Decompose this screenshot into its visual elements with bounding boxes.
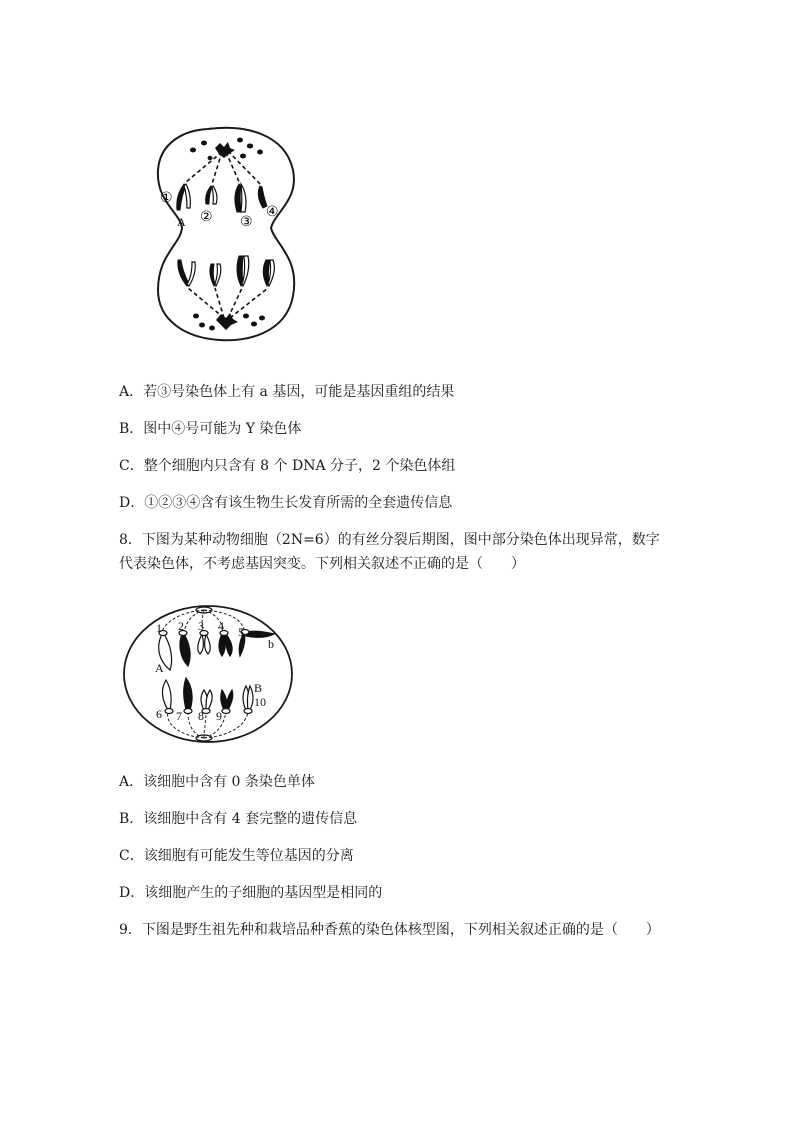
label-chromosome-7: 7 [176, 709, 182, 723]
figure-2-anaphase-cell [120, 600, 300, 750]
label-chromosome-2: 2 [178, 619, 184, 633]
spindle-fibers [162, 610, 248, 738]
label-gene-B-upper: B [254, 681, 263, 695]
label-gene-a: A [177, 215, 186, 229]
q8-stem-line-1: 8．下图为某种动物细胞（2N=6）的有丝分裂后期图，图中部分染色体出现异常，数字 [119, 532, 660, 548]
label-chromosome-1: 1 [156, 621, 162, 635]
q7-option-b: B．图中④号可能为 Y 染色体 [119, 421, 302, 437]
figure-1-cell-division [150, 120, 310, 350]
top-centrosome [190, 138, 263, 161]
label-chromosome-4: ④ [266, 204, 279, 220]
label-chromosome-1: ① [160, 190, 173, 206]
label-chromosome-3: 3 [198, 619, 204, 633]
bottom-chromosomes [178, 256, 275, 286]
q8-option-b: B．该细胞中含有 4 套完整的遗传信息 [119, 811, 358, 827]
q8-option-c: C．该细胞有可能发生等位基因的分离 [119, 848, 354, 864]
q8-option-a: A．该细胞中含有 0 条染色单体 [119, 774, 315, 790]
cell-membrane [124, 606, 292, 742]
top-chromosomes [159, 630, 274, 671]
label-chromosome-6: 6 [156, 707, 162, 721]
q8-option-d: D．该细胞产生的子细胞的基因型是相同的 [119, 885, 383, 901]
label-chromosome-2: ② [200, 209, 213, 225]
cell-membrane [158, 128, 294, 340]
label-chromosome-10: 10 [254, 695, 266, 709]
label-gene-A: A [155, 661, 164, 675]
label-chromosome-8: 8 [198, 709, 204, 723]
q8-stem-line-2: 代表染色体，不考虑基因突变。下列相关叙述不正确的是（ ） [119, 556, 525, 572]
label-chromosome-4: 4 [218, 619, 224, 633]
q7-option-a: A．若③号染色体上有 a 基因，可能是基因重组的结果 [119, 384, 455, 400]
label-chromosome-5: 5 [238, 625, 244, 639]
q8-stem [119, 528, 689, 576]
q9-stem: 9．下图是野生祖先种和栽培品种香蕉的染色体核型图，下列相关叙述正确的是（ ） [119, 922, 660, 938]
bottom-centrosome [193, 313, 265, 331]
label-chromosome-9: 9 [216, 709, 222, 723]
bottom-spindle-fibers [188, 288, 268, 318]
top-chromosomes [177, 184, 267, 212]
q7-option-d: D．①②③④含有该生物生长发育所需的全套遗传信息 [119, 495, 453, 511]
label-gene-b-lower: b [268, 637, 274, 651]
q7-option-c: C．整个细胞内只含有 8 个 DNA 分子，2 个染色体组 [119, 458, 456, 474]
label-chromosome-3: ③ [240, 214, 253, 230]
